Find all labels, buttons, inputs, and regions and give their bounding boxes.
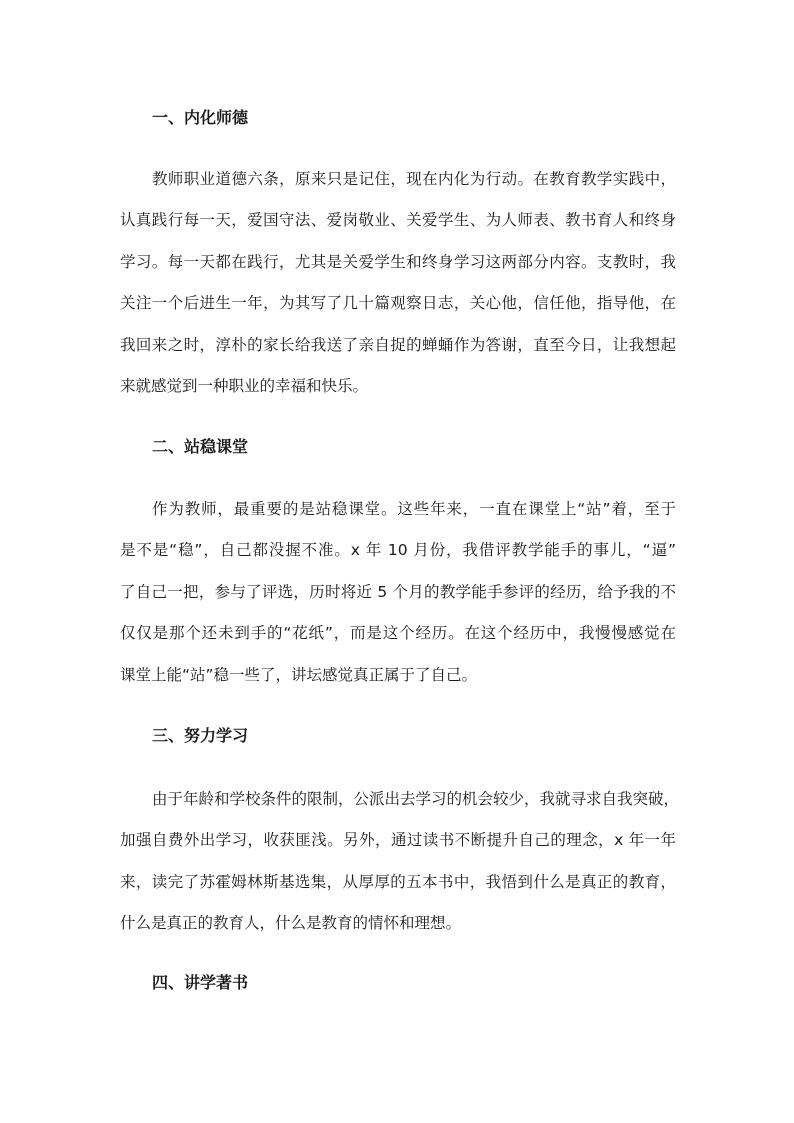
section-heading-1: 一、内化师德 [152,108,249,127]
paragraph-line: 来就感觉到一种职业的幸福和快乐。 [120,376,369,395]
paragraph-line: 关注一个后进生一年，为其写了几十篇观察日志，关心他，信任他，指导他，在 [120,294,676,313]
paragraph-line: 什么是真正的教育人，什么是教育的情怀和理想。 [120,914,462,933]
section-heading-2: 二、站稳课堂 [152,437,249,456]
paragraph-line: 课堂上能“站”稳一些了，讲坛感觉真正属于了自己。 [120,665,478,684]
paragraph-line: 学习。每一天都在践行，尤其是关爱学生和终身学习这两部分内容。支教时，我 [120,252,676,271]
paragraph-line: 是不是“稳”，自己都没握不准。x 年 10 月份，我借评教学能手的事儿，“逼” [120,541,676,560]
paragraph-line: 作为教师，最重要的是站稳课堂。这些年来，一直在课堂上“站”着，至于 [152,500,676,518]
section-heading-3: 三、努力学习 [152,726,249,745]
paragraph-line: 仅仅是那个还未到手的“花纸”，而是这个经历。在这个经历中，我慢慢感觉在 [120,624,676,643]
paragraph-line: 由于年龄和学校条件的限制，公派出去学习的机会较少，我就寻求自我突破， [152,790,680,808]
section-heading-4: 四、讲学著书 [152,973,249,992]
section-paragraph-1 [120,159,676,407]
section-paragraph-2 [120,489,676,696]
paragraph-line: 我回来之时，淳朴的家长给我送了亲自捉的蝉蛹作为答谢，直至今日，让我想起 [120,335,676,354]
paragraph-line: 认真践行每一天，爱国守法、爱岗敬业、关爱学生、为人师表、教书育人和终身 [120,211,676,230]
paragraph-line: 教师职业道德六条，原来只是记住，现在内化为行动。在教育教学实践中， [152,170,676,188]
paragraph-line: 来，读完了苏霍姆林斯基选集，从厚厚的五本书中，我悟到什么是真正的教育， [120,872,676,891]
section-paragraph-3 [120,779,680,945]
paragraph-line: 加强自费外出学习，收获匪浅。另外，通过读书不断提升自己的理念，x 年一年 [120,831,676,850]
paragraph-line: 了自己一把，参与了评选，历时将近 5 个月的教学能手参评的经历，给予我的不 [120,582,676,601]
